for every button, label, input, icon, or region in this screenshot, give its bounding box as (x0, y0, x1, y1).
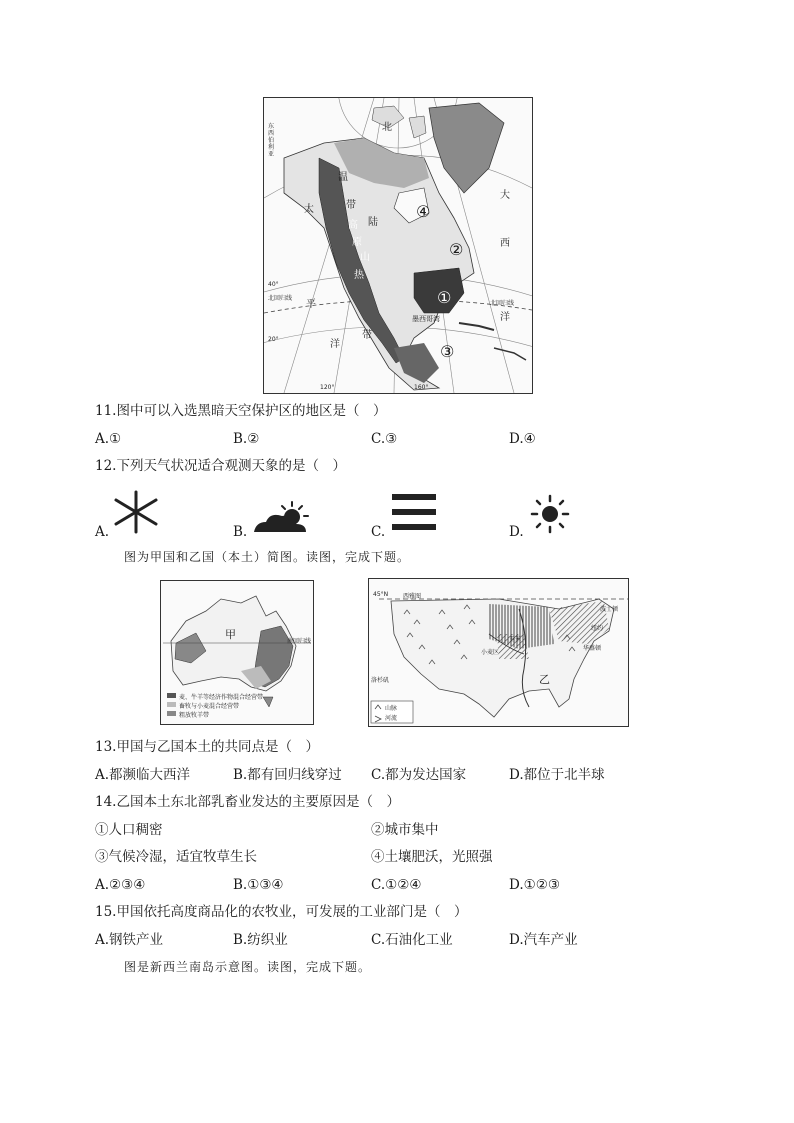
map1-label-east-siberia: 东 西 伯 利 亚 (268, 123, 275, 158)
map1-label-yang-w: 洋 (330, 339, 340, 350)
map3-boston: 波士顿 (600, 606, 619, 613)
map3-label-yi: 乙 (539, 673, 550, 686)
snow-icon (110, 490, 162, 534)
map1-lon-120: 120° (320, 384, 335, 391)
q12-stem: 12.下列天气状况适合观测天象的是（ ） (95, 458, 346, 474)
q15-option-a[interactable]: A.钢铁产业 (95, 932, 164, 948)
q12-option-a[interactable]: A. (95, 524, 110, 540)
map1-label-zone: 带 (346, 200, 356, 211)
map1-label-yang-e: 洋 (500, 312, 510, 323)
map3-legend-mountain: 山脉 (385, 705, 398, 712)
map1-label-tai: 太 (304, 204, 314, 215)
fog-icon (390, 492, 438, 532)
q11-option-c[interactable]: C.③ (371, 431, 398, 447)
map2-tropic: 南回归线 (287, 638, 312, 645)
q12-option-d[interactable]: D. (509, 524, 524, 540)
map1-label-gao: 高 (348, 220, 358, 231)
map1-label-temperate: 温 (338, 172, 348, 183)
australia-map (160, 580, 314, 725)
map1-lat-20: 20° (268, 336, 279, 343)
q14-fact-3: ③气候冷湿，适宜牧草生长 (95, 849, 257, 865)
q15-option-d[interactable]: D.汽车产业 (509, 932, 578, 948)
map1-label-mexico-gulf: 墨西哥湾 (412, 315, 440, 323)
q12-option-b[interactable]: B. (233, 524, 248, 540)
q15-stem: 15.甲国依托高度商品化的农牧业，可发展的工业部门是（ ） (95, 904, 468, 920)
q13-option-c[interactable]: C.都为发达国家 (371, 767, 467, 783)
map1-label-da: 大 (500, 190, 510, 201)
map1-label-xi: 西 (500, 238, 510, 249)
map3-legend-river: 河流 (385, 715, 398, 722)
map1-label-yuan: 原 (352, 237, 362, 248)
q11-option-a[interactable]: A.① (95, 431, 122, 447)
q14-option-b[interactable]: B.①③④ (233, 877, 284, 893)
q13-option-a[interactable]: A.都濒临大西洋 (95, 767, 191, 783)
map1-marker-3: ③ (440, 342, 455, 361)
map1-label-hot: 热 (354, 270, 364, 281)
map1-marker-1: ① (437, 288, 452, 307)
map2-label-jia: 甲 (225, 628, 236, 641)
q14-option-d[interactable]: D.①②③ (509, 877, 560, 893)
intro-text-2: 图是新西兰南岛示意图。读图，完成下题。 (124, 960, 372, 974)
q14-option-a[interactable]: A.②③④ (95, 877, 146, 893)
map1-tropic-right: 北回归线 (490, 300, 515, 307)
q13-stem: 13.甲国与乙国本土的共同点是（ ） (95, 739, 319, 755)
map3-la: 洛杉矶 (371, 677, 390, 684)
q13-option-b[interactable]: B.都有回归线穿过 (233, 767, 342, 783)
map1-tropic-left: 北回归线 (268, 295, 293, 302)
map1-label-ping: 平 (306, 299, 316, 310)
q15-option-b[interactable]: B.纺织业 (233, 932, 288, 948)
q11-option-b[interactable]: B.② (233, 431, 260, 447)
intro-text-1: 图为甲国和乙国（本土）简图。读图，完成下题。 (124, 550, 411, 564)
q14-fact-2: ②城市集中 (371, 822, 439, 838)
map1-label-land: 陆 (368, 217, 378, 228)
map3-corn: 玉米 (509, 636, 522, 643)
map2-legend-2: 畜牧与小麦混合经营带 (179, 703, 240, 710)
q11-option-d[interactable]: D.④ (509, 431, 536, 447)
north-america-map (263, 97, 533, 394)
map1-label-belt: 带 (362, 330, 372, 341)
map3-washington: 华盛顿 (583, 645, 602, 652)
map3-newyork: 纽约 (591, 625, 604, 632)
map1-lat-40: 40° (268, 281, 279, 288)
map2-legend-3: 粗放牧羊带 (179, 712, 210, 719)
map3-lat-45: 45°N (373, 591, 389, 598)
map1-label-north: 北 (382, 122, 392, 133)
q15-option-c[interactable]: C.石油化工业 (371, 932, 453, 948)
q14-fact-4: ④土壤肥沃，光照强 (371, 849, 493, 865)
sunny-icon (528, 494, 572, 534)
usa-map (368, 578, 629, 727)
map1-lon-160: 160° (414, 384, 429, 391)
q13-option-d[interactable]: D.都位于北半球 (509, 767, 605, 783)
map3-wheat: 小麦区 (481, 649, 500, 656)
map1-label-shan: 山 (360, 252, 370, 263)
q14-stem: 14.乙国本土东北部乳畜业发达的主要原因是（ ） (95, 794, 400, 810)
map1-marker-4: ④ (416, 202, 431, 221)
map2-legend-1: 麦、牛羊等经济作物混合经营带 (179, 694, 264, 701)
q14-fact-1: ①人口稠密 (95, 822, 163, 838)
map3-seattle: 西雅图 (403, 593, 422, 600)
map1-marker-2: ② (449, 240, 464, 259)
q14-option-c[interactable]: C.①②④ (371, 877, 422, 893)
q12-option-c[interactable]: C. (371, 524, 386, 540)
cloudy-sun-icon (250, 500, 314, 534)
q11-stem: 11.图中可以入选黑暗天空保护区的地区是（ ） (95, 403, 387, 419)
north-america-map-drawing (264, 98, 532, 393)
